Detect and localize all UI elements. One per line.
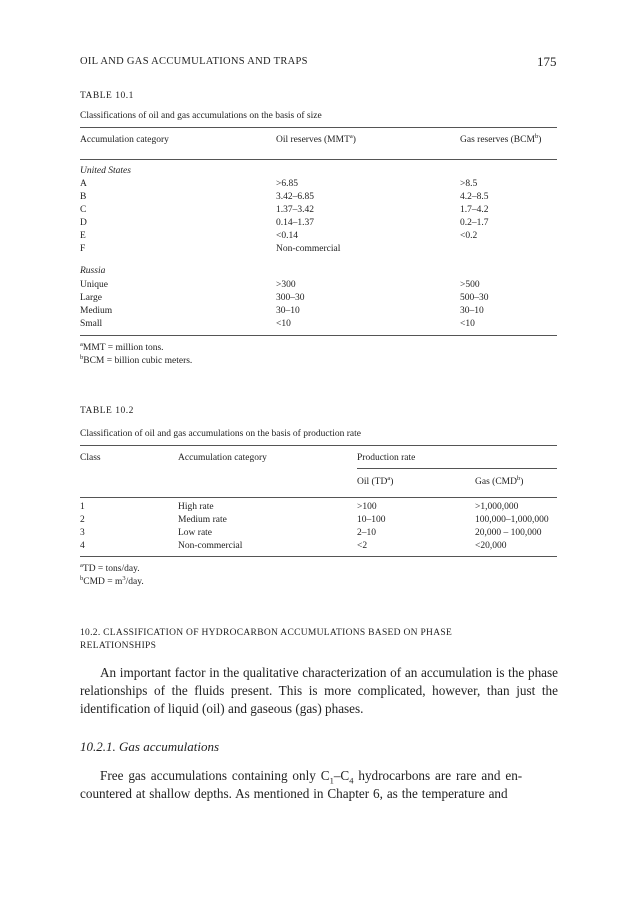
table1-cell-category: D [80, 218, 87, 228]
table1-cell-gas: 1.7–4.2 [460, 205, 489, 215]
table2-cell-class: 3 [80, 528, 85, 538]
table2-col-oil: Oil $(TD^a)$ [357, 474, 394, 487]
table2-col-category: Accumulation category [178, 453, 267, 463]
table1-col-gas: Gas reserves (BCM$^b$) [460, 132, 542, 145]
table1-cell-gas: 4.2–8.5 [460, 192, 489, 202]
table1-bottom-rule [80, 335, 557, 336]
table2-footnote: $^bCMD = m^3$/day. [80, 574, 144, 587]
table2-cell-gas: >1,000,000 [475, 502, 519, 512]
table2-cell-gas: 100,000–1,000,000 [475, 515, 549, 525]
table2-cell-oil: >100 [357, 502, 377, 512]
table2-label: TABLE 10.2 [80, 406, 134, 416]
table1-cell-category: Medium [80, 306, 113, 316]
table1-footnote: $^b$BCM = billion cubic meters. [80, 353, 193, 366]
table1-group-title: Russia [80, 266, 106, 276]
table1-cell-category: Small [80, 319, 103, 329]
table2-header-rule [80, 497, 557, 498]
paragraph-line: countered at shallow depths. As mentioned in Chapter 6, as the temperature and [80, 786, 508, 801]
table2-cell-category: Low rate [178, 528, 213, 538]
table1-cell-oil: <10 [276, 319, 291, 329]
table1-cell-category: F [80, 244, 86, 254]
table1-cell-category: B [80, 192, 87, 202]
subsection-heading: 10.2.1. Gas accumulations [80, 739, 220, 754]
table1-label: TABLE 10.1 [80, 91, 134, 101]
table1-group-title: United States [80, 166, 131, 176]
table1-footnote: $^a$MMT = million tons. [80, 340, 164, 353]
table1-cell-oil: >300 [276, 280, 296, 290]
table1-cell-category: A [80, 179, 87, 189]
table1-cell-oil: Non-commercial [276, 244, 341, 254]
table1-col-oil: Oil reserves (MMT$^a$) [276, 132, 356, 145]
table2-col-gas: Gas (CMD$^b$) [475, 474, 524, 487]
running-title: OIL AND GAS ACCUMULATIONS AND TRAPS [80, 56, 308, 67]
table1-cell-gas: <0.2 [460, 231, 478, 241]
table2-caption: Classification of oil and gas accumulations on the basis of production rate [80, 429, 361, 439]
table1-cell-gas: >8.5 [460, 179, 478, 189]
table1-top-rule [80, 127, 557, 128]
table2-bottom-rule [80, 556, 557, 557]
table1-cell-category: C [80, 205, 87, 215]
table1-cell-oil: 300–30 [276, 293, 305, 303]
table2-footnote: $^a$TD = tons/day. [80, 561, 140, 574]
page-number: 175 [537, 54, 557, 69]
table1-cell-category: Large [80, 293, 102, 303]
table2-cell-class: 1 [80, 502, 85, 512]
table1-cell-gas: >500 [460, 280, 480, 290]
table2-cell-category: Medium rate [178, 515, 227, 525]
table2-cell-class: 4 [80, 541, 85, 551]
paragraph-line: Free gas accumulations containing only $C_1-C_4$ hydrocarbons are rare and en- [100, 768, 523, 786]
table1-cell-oil: >6.85 [276, 179, 298, 189]
table2-cell-gas: <20,000 [475, 541, 507, 551]
table1-header-rule [80, 159, 557, 160]
table1-caption: Classifications of oil and gas accumulations on the basis of size [80, 111, 322, 121]
table2-spanner-rule [357, 468, 557, 469]
table1-cell-oil: 3.42–6.85 [276, 192, 314, 202]
table1-cell-oil: <0.14 [276, 231, 298, 241]
table2-cell-category: High rate [178, 502, 214, 512]
table2-cell-class: 2 [80, 515, 85, 525]
table2-cell-oil: <2 [357, 541, 368, 551]
table2-cell-oil: 2–10 [357, 528, 376, 538]
table2-top-rule [80, 445, 557, 446]
table1-cell-gas: <10 [460, 319, 475, 329]
table1-col-category: Accumulation category [80, 135, 169, 145]
table2-col-production: Production rate [357, 453, 416, 463]
table1-cell-gas: 30–10 [460, 306, 484, 316]
table1-cell-oil: 30–10 [276, 306, 300, 316]
table1-cell-gas: 0.2–1.7 [460, 218, 489, 228]
paragraph: An important factor in the qualitative characterization of an accumulation is the phase relationships of the fluids present. This is more complicated, however, than just the identification of liquid (oil) and gaseous (gas) phases. [80, 665, 558, 716]
table2-cell-oil: 10–100 [357, 515, 386, 525]
table2-cell-gas: 20,000 – 100,000 [475, 528, 542, 538]
table2-col-class: Class [80, 453, 101, 463]
table1-cell-gas: 500–30 [460, 293, 489, 303]
table1-cell-category: E [80, 231, 86, 241]
section-heading-cont: RELATIONSHIPS [80, 641, 157, 651]
table2-cell-category: Non-commercial [178, 541, 243, 551]
section-heading: 10.2. CLASSIFICATION OF HYDROCARBON ACCUMULATIONS BASED ON PHASE [80, 628, 453, 638]
table1-cell-oil: 0.14–1.37 [276, 218, 314, 228]
table1-cell-category: Unique [80, 280, 108, 290]
table1-cell-oil: 1.37–3.42 [276, 205, 314, 215]
